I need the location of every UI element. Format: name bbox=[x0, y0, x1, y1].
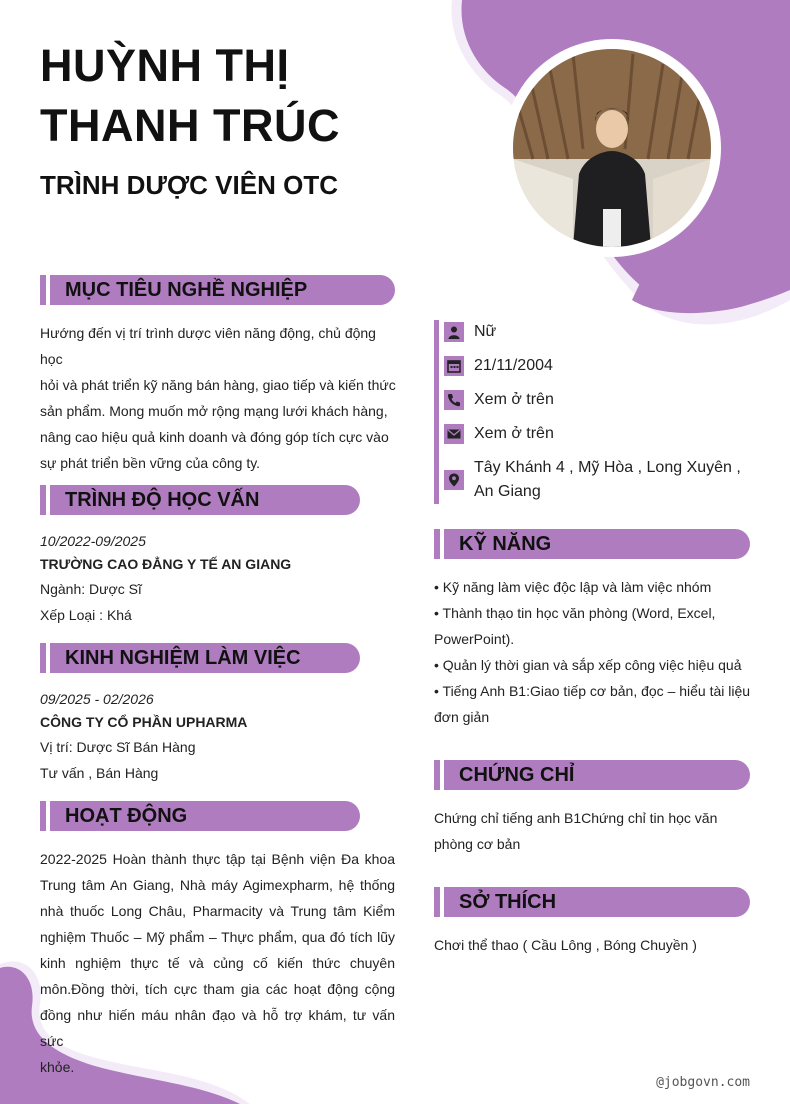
activities-line: nhà thuốc Long Châu, Pharmacity và Trung tâm Kiểm bbox=[40, 903, 395, 919]
activities-line: khỏe. bbox=[40, 1059, 75, 1075]
mail-icon bbox=[444, 424, 464, 444]
candidate-name bbox=[40, 36, 340, 156]
job-title: TRÌNH DƯỢC VIÊN OTC bbox=[40, 170, 338, 200]
objective-line: nâng cao hiệu quả kinh doanh và đóng góp tích cực vào bbox=[40, 429, 389, 445]
profile-photo bbox=[503, 39, 721, 257]
hobbies-heading: SỞ THÍCH bbox=[459, 891, 557, 913]
watermark: @jobgovn.com bbox=[656, 1075, 750, 1090]
skills-line: • Tiếng Anh B1:Giao tiếp cơ bản, đọc – hiểu tài liệu bbox=[434, 683, 751, 699]
education-period: 10/2022-09/2025 bbox=[40, 533, 146, 549]
location-pin-icon bbox=[444, 470, 464, 490]
experience-duties: Tư vấn , Bán Hàng bbox=[40, 765, 159, 781]
person-icon bbox=[444, 322, 464, 342]
objective-line: hỏi và phát triển kỹ năng bán hàng, giao tiếp và kiến thức bbox=[40, 377, 396, 393]
education-heading: TRÌNH ĐỘ HỌC VẤN bbox=[65, 489, 260, 511]
skills-line: • Quản lý thời gian và sắp xếp công việc hiệu quả bbox=[434, 657, 742, 673]
objective-line: sản phẩm. Mong muốn mở rộng mạng lưới khách hàng, bbox=[40, 403, 388, 419]
skills-line: • Thành thạo tin học văn phòng (Word, Excel, bbox=[434, 605, 716, 621]
activities-line: 2022-2025 Hoàn thành thực tập tại Bệnh viện Đa khoa bbox=[40, 851, 395, 867]
activities-line: kinh nghiệm thực tế và củng cố kiến thức chuyên bbox=[40, 955, 395, 971]
objective-line: sự phát triển bền vững của công ty. bbox=[40, 455, 261, 471]
skills-line: đơn giản bbox=[434, 709, 490, 725]
address-value bbox=[474, 456, 741, 504]
experience-period: 09/2025 - 02/2026 bbox=[40, 691, 154, 707]
name-line-1: HUỲNH THỊ bbox=[40, 40, 290, 91]
section-header-activities bbox=[40, 801, 360, 831]
dob-value: 21/11/2004 bbox=[474, 357, 553, 374]
hobbies-text: Chơi thể thao ( Cầu Lông , Bóng Chuyền ) bbox=[434, 937, 697, 953]
experience-heading: KINH NGHIỆM LÀM VIỆC bbox=[65, 647, 301, 669]
education-rank: Xếp Loại : Khá bbox=[40, 607, 132, 623]
certificates-text bbox=[434, 805, 764, 857]
activities-line: nghiệm Thuốc – Mỹ phẩm – Thực phẩm, qua đó tích lũy bbox=[40, 929, 395, 945]
section-header-skills bbox=[434, 529, 750, 559]
activities-heading: HOẠT ĐỘNG bbox=[65, 805, 188, 827]
experience-position: Vị trí: Dược Sĩ Bán Hàng bbox=[40, 739, 196, 755]
activities-line: đồng như hiến máu nhân đạo và hỗ trợ khám, tư vấn sức bbox=[40, 1007, 395, 1049]
activities-text bbox=[40, 846, 395, 1080]
phone-icon bbox=[444, 390, 464, 410]
section-header-experience bbox=[40, 643, 360, 673]
objective-line: Hướng đến vị trí trình dược viên năng động, chủ động học bbox=[40, 325, 376, 367]
skills-line: • Kỹ năng làm việc độc lập và làm việc nhóm bbox=[434, 579, 712, 595]
contact-divider bbox=[434, 320, 439, 504]
certificates-line: Chứng chỉ tiếng anh B1Chứng chỉ tin học văn bbox=[434, 810, 718, 826]
phone-value: Xem ở trên bbox=[474, 391, 554, 408]
section-header-certificates bbox=[434, 760, 750, 790]
address-line-2: An Giang bbox=[474, 483, 541, 500]
section-header-education bbox=[40, 485, 360, 515]
skills-list bbox=[434, 574, 764, 730]
objective-heading: MỤC TIÊU NGHỀ NGHIỆP bbox=[65, 279, 308, 301]
certificates-heading: CHỨNG CHỈ bbox=[459, 764, 575, 786]
name-line-2: THANH TRÚC bbox=[40, 100, 340, 151]
skills-heading: KỸ NĂNG bbox=[459, 533, 552, 555]
activities-line: môn.Đồng thời, tích cực tham gia các hoạt động cộng bbox=[40, 981, 395, 997]
skills-line: PowerPoint). bbox=[434, 631, 515, 647]
activities-line: Trung tâm An Giang, Nhà máy Agimexpharm, hệ thống bbox=[40, 877, 395, 893]
address-line-1: Tây Khánh 4 , Mỹ Hòa , Long Xuyên , bbox=[474, 459, 741, 476]
certificates-line: phòng cơ bản bbox=[434, 836, 521, 852]
email-value: Xem ở trên bbox=[474, 425, 554, 442]
calendar-icon bbox=[444, 356, 464, 376]
experience-company: CÔNG TY CỔ PHẦN UPHARMA bbox=[40, 714, 248, 730]
objective-text bbox=[40, 320, 400, 476]
section-header-hobbies bbox=[434, 887, 750, 917]
section-header-objective bbox=[40, 275, 395, 305]
education-major: Ngành: Dược Sĩ bbox=[40, 581, 142, 597]
gender-value: Nữ bbox=[474, 323, 497, 340]
education-school: TRƯỜNG CAO ĐẲNG Y TẾ AN GIANG bbox=[40, 556, 292, 572]
